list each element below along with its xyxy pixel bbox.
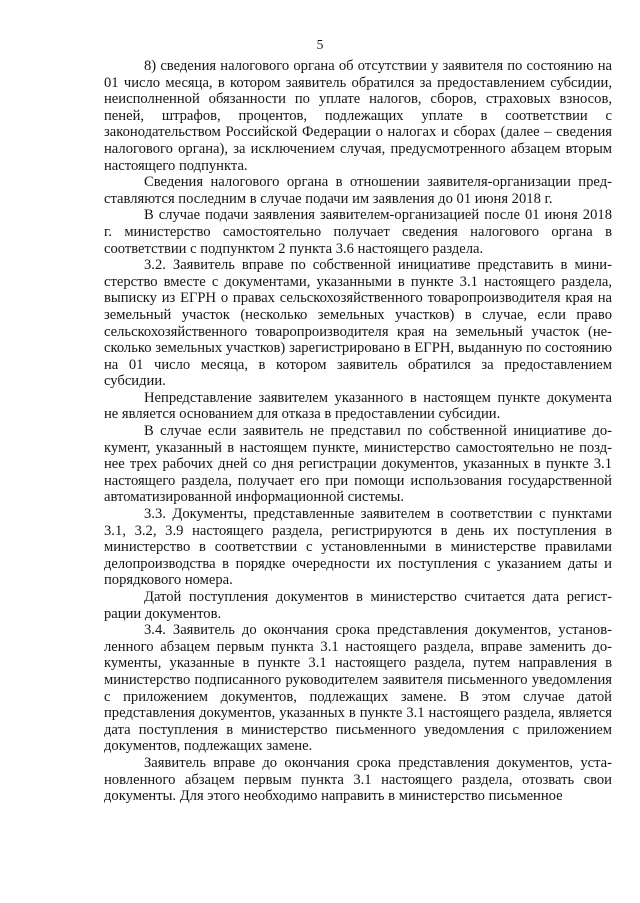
paragraph-subitem-8: 8) сведения налогового органа об отсутствии у заявителя по состоянию на 01 число месяца, в котором заявитель обратился за предоставлением субсидии, неисполненной обязанности по уплате налогов, сборов, страховых взносов, пеней, штрафов, процентов, подлежащих уплате в соответствии с законодательством Российской Федерации о налогах и сборах (далее – сведения налогового органа), за исключением случая, предусмотренного абзацем вторым настоящего подпункта. [104,58,612,174]
paragraph-3-3: 3.3. Документы, представленные заявителем в соответствии с пунктами 3.1, 3.2, 3.9 настоящего раздела, регистрируются в день их поступления в министерство в соответствии с установленными в министерстве правилами делопроизводства в порядке очередности их поступления с указанием даты и порядкового номера. [104,506,612,589]
paragraph-receipt-date: Датой поступления документов в министерство считается дата регистрации документов. [104,589,612,622]
page-number: 5 [316,37,324,52]
paragraph-tax-info-after-june: В случае подачи заявления заявителем-организацией после 01 июня 2018 г. министерство самостоятельно получает сведения налогового органа в соответствии с подпунктом 2 пункта 3.6 настоящего раздела. [104,207,612,257]
document-body [104,58,612,805]
paragraph-3-2: 3.2. Заявитель вправе по собственной инициативе представить в министерство вместе с документами, указанными в пункте 3.1 настоящего раздела, выписку из ЕГРН о правах сельскохозяйственного товаропроизводителя края на земельный участок (несколько земельных участков) в случае, если право сельскохозяйственного товаропроизводителя края на земельный участок (несколько земельных участков) зарегистрировано в ЕГРН, выданную по состоянию на 01 число месяца, в котором заявитель обратился за предоставлением субсидии. [104,257,612,390]
paragraph-tax-info-organization: Сведения налогового органа в отношении заявителя-организации представляются последним в случае подачи им заявления до 01 июня 2018 г. [104,174,612,207]
paragraph-withdraw-documents: Заявитель вправе до окончания срока представления документов, установленного абзацем первым пункта 3.1 настоящего раздела, отозвать свои документы. Для этого необходимо направить в министерство письменное [104,754,612,805]
paragraph-ministry-obtains: В случае если заявитель не представил по собственной инициативе документ, указанный в настоящем пункте, министерство самостоятельно не позднее трех рабочих дней со дня регистрации документов, указанных в пункте 3.1 настоящего раздела, получает его при помощи использования государственной автоматизированной информационной системы. [104,423,612,506]
paragraph-3-4: 3.4. Заявитель до окончания срока представления документов, установленного абзацем первым пункта 3.1 настоящего раздела, вправе заменить документы, указанные в пункте 3.1 настоящего раздела, путем направления в министерство подписанного руководителем заявителя письменного уведомления с приложением документов, подлежащих замене. В этом случае датой представления документов, указанных в пункте 3.1 настоящего раздела, является дата поступления в министерство письменного уведомления с приложением документов, подлежащих замене. [104,622,612,755]
paragraph-non-submission: Непредставление заявителем указанного в настоящем пункте документа не является основанием для отказа в предоставлении субсидии. [104,389,612,423]
